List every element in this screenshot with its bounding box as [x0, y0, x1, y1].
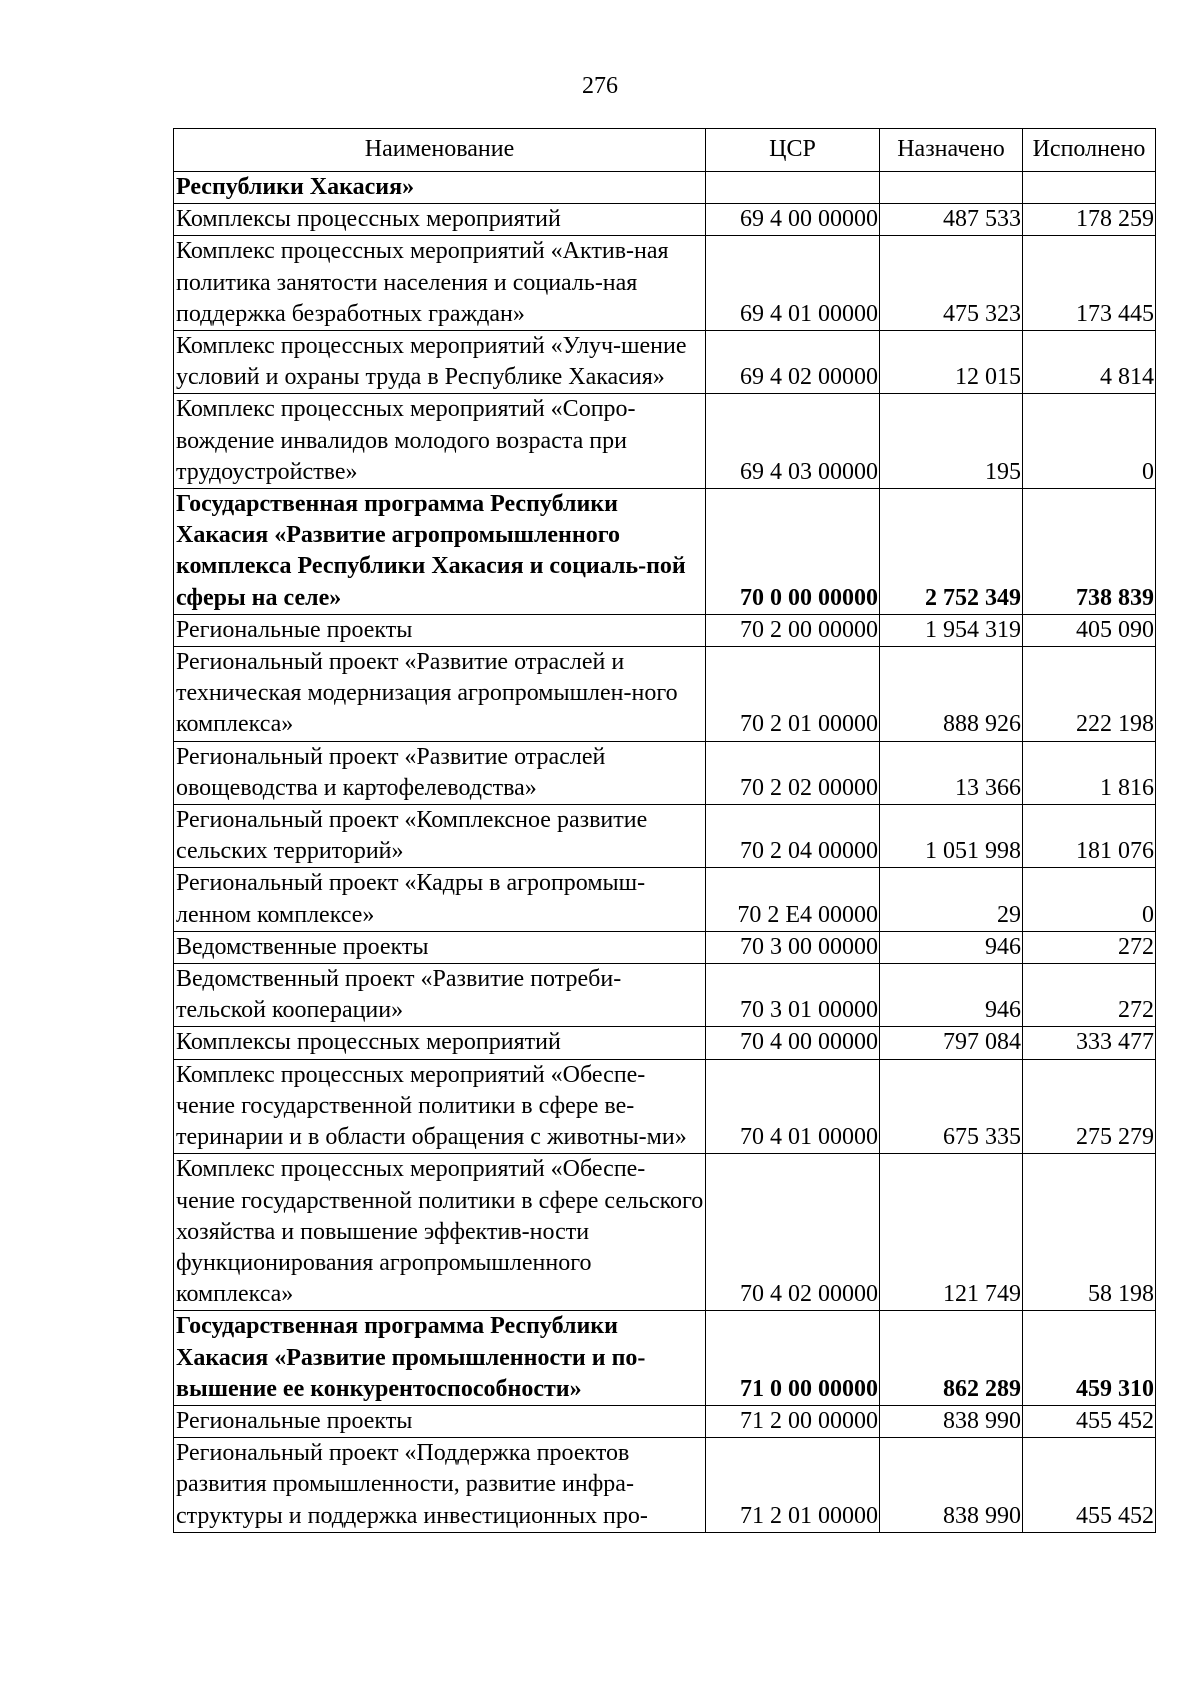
- cell-code: 71 0 00 00000: [706, 1311, 880, 1406]
- cell-executed: 58 198: [1023, 1154, 1156, 1311]
- table-row: [174, 1059, 1156, 1154]
- page-number: 276: [582, 73, 618, 99]
- table-row: [174, 964, 1156, 1027]
- cell-executed: 173 445: [1023, 236, 1156, 331]
- cell-name: Региональный проект «Кадры в агропромыш-ленном комплексе»: [174, 868, 706, 931]
- budget-table: [173, 128, 1156, 1533]
- cell-name: Республики Хакасия»: [174, 172, 706, 204]
- table-row: [174, 1027, 1156, 1059]
- cell-code: 71 2 01 00000: [706, 1438, 880, 1533]
- cell-code: 69 4 00 00000: [706, 204, 880, 236]
- cell-name: Региональный проект «Комплексное развитие сельских территорий»: [174, 805, 706, 868]
- cell-executed: 272: [1023, 964, 1156, 1027]
- cell-code: 70 3 01 00000: [706, 964, 880, 1027]
- cell-assigned: 195: [880, 394, 1023, 489]
- cell-assigned: 29: [880, 868, 1023, 931]
- table-row: [174, 647, 1156, 742]
- table-row: [174, 1405, 1156, 1437]
- cell-assigned: 487 533: [880, 204, 1023, 236]
- cell-assigned: 838 990: [880, 1438, 1023, 1533]
- cell-assigned: 797 084: [880, 1027, 1023, 1059]
- cell-executed: 333 477: [1023, 1027, 1156, 1059]
- table-row: [174, 741, 1156, 804]
- table-row: [174, 1154, 1156, 1311]
- header-executed: Исполнено: [1023, 129, 1156, 172]
- cell-code: 70 4 01 00000: [706, 1059, 880, 1154]
- cell-assigned: 121 749: [880, 1154, 1023, 1311]
- cell-code: 69 4 02 00000: [706, 331, 880, 394]
- cell-name: Комплекс процессных мероприятий «Обеспе-чение государственной политики в сфере ве-теринарии и в области обращения с животны-ми»: [174, 1059, 706, 1154]
- cell-code: 70 2 00 00000: [706, 614, 880, 646]
- cell-name: Комплексы процессных мероприятий: [174, 204, 706, 236]
- cell-name: Комплекс процессных мероприятий «Сопро-вождение инвалидов молодого возраста при трудоустройстве»: [174, 394, 706, 489]
- table-row: [174, 614, 1156, 646]
- cell-code: 70 2 01 00000: [706, 647, 880, 742]
- cell-name: Ведомственный проект «Развитие потреби-тельской кооперации»: [174, 964, 706, 1027]
- cell-executed: 272: [1023, 931, 1156, 963]
- header-name: Наименование: [174, 129, 706, 172]
- cell-assigned: 12 015: [880, 331, 1023, 394]
- cell-executed: 455 452: [1023, 1438, 1156, 1533]
- cell-name: Региональный проект «Развитие отраслей и техническая модернизация агропромышлен-ного комплекса»: [174, 647, 706, 742]
- header-assigned: Назначено: [880, 129, 1023, 172]
- table-header-row: [174, 129, 1156, 172]
- cell-code: 70 0 00 00000: [706, 489, 880, 615]
- table-row: [174, 868, 1156, 931]
- table-row: [174, 394, 1156, 489]
- cell-executed: 178 259: [1023, 204, 1156, 236]
- cell-code: 70 2 04 00000: [706, 805, 880, 868]
- cell-name: Региональный проект «Развитие отраслей овощеводства и картофелеводства»: [174, 741, 706, 804]
- table-row: [174, 236, 1156, 331]
- table-row: [174, 331, 1156, 394]
- cell-name: Комплексы процессных мероприятий: [174, 1027, 706, 1059]
- cell-assigned: [880, 172, 1023, 204]
- cell-code: 71 2 00 00000: [706, 1405, 880, 1437]
- cell-assigned: 13 366: [880, 741, 1023, 804]
- cell-name: Комплекс процессных мероприятий «Актив-ная политика занятости населения и социаль-ная поддержка безработных граждан»: [174, 236, 706, 331]
- cell-executed: 0: [1023, 394, 1156, 489]
- table-row: [174, 805, 1156, 868]
- cell-name: Региональные проекты: [174, 1405, 706, 1437]
- cell-code: 69 4 03 00000: [706, 394, 880, 489]
- cell-name: Государственная программа Республики Хакасия «Развитие агропромышленного комплекса Республики Хакасия и социаль-пой сферы на селе»: [174, 489, 706, 615]
- table-row: [174, 1438, 1156, 1533]
- cell-executed: 275 279: [1023, 1059, 1156, 1154]
- cell-code: 69 4 01 00000: [706, 236, 880, 331]
- cell-name: Региональный проект «Поддержка проектов развития промышленности, развитие инфра-структуры и поддержка инвестиционных про-: [174, 1438, 706, 1533]
- cell-assigned: 946: [880, 931, 1023, 963]
- cell-assigned: 2 752 349: [880, 489, 1023, 615]
- table-row: [174, 204, 1156, 236]
- table-row: [174, 489, 1156, 615]
- table-row: [174, 172, 1156, 204]
- cell-executed: 4 814: [1023, 331, 1156, 394]
- cell-executed: 181 076: [1023, 805, 1156, 868]
- cell-code: [706, 172, 880, 204]
- cell-assigned: 675 335: [880, 1059, 1023, 1154]
- cell-assigned: 888 926: [880, 647, 1023, 742]
- cell-executed: [1023, 172, 1156, 204]
- cell-code: 70 4 00 00000: [706, 1027, 880, 1059]
- cell-assigned: 475 323: [880, 236, 1023, 331]
- cell-executed: 222 198: [1023, 647, 1156, 742]
- table-row: [174, 1311, 1156, 1406]
- cell-executed: 455 452: [1023, 1405, 1156, 1437]
- cell-name: Государственная программа Республики Хакасия «Развитие промышленности и по-вышение ее конкурентоспособности»: [174, 1311, 706, 1406]
- cell-name: Ведомственные проекты: [174, 931, 706, 963]
- cell-code: 70 2 02 00000: [706, 741, 880, 804]
- cell-assigned: 838 990: [880, 1405, 1023, 1437]
- cell-name: Комплекс процессных мероприятий «Обеспе-чение государственной политики в сфере сельского хозяйства и повышение эффектив-ности функционирования агропромышленного комплекса»: [174, 1154, 706, 1311]
- cell-executed: 405 090: [1023, 614, 1156, 646]
- cell-executed: 1 816: [1023, 741, 1156, 804]
- cell-executed: 738 839: [1023, 489, 1156, 615]
- cell-assigned: 1 954 319: [880, 614, 1023, 646]
- cell-assigned: 946: [880, 964, 1023, 1027]
- cell-code: 70 3 00 00000: [706, 931, 880, 963]
- cell-code: 70 4 02 00000: [706, 1154, 880, 1311]
- cell-name: Региональные проекты: [174, 614, 706, 646]
- table-row: [174, 931, 1156, 963]
- header-code: ЦСР: [706, 129, 880, 172]
- cell-executed: 0: [1023, 868, 1156, 931]
- cell-executed: 459 310: [1023, 1311, 1156, 1406]
- cell-code: 70 2 Е4 00000: [706, 868, 880, 931]
- cell-name: Комплекс процессных мероприятий «Улуч-шение условий и охраны труда в Республике Хакасия»: [174, 331, 706, 394]
- cell-assigned: 862 289: [880, 1311, 1023, 1406]
- cell-assigned: 1 051 998: [880, 805, 1023, 868]
